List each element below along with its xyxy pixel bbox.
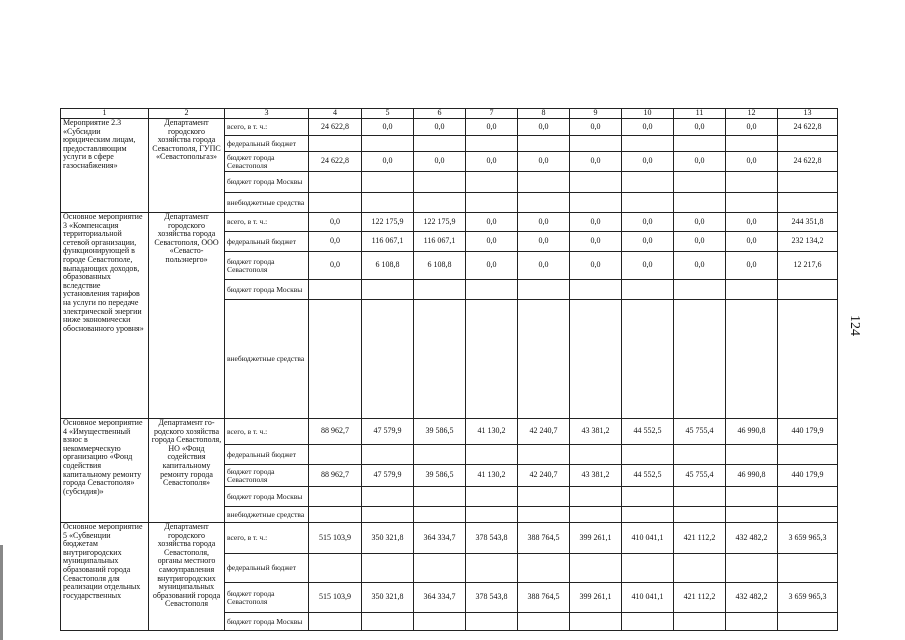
amount-cell [362,193,414,213]
column-header: 11 [674,109,726,119]
amount-cell: 0,0 [674,252,726,280]
amount-cell [414,554,466,583]
column-header: 4 [309,109,362,119]
funding-source: федеральный бюджет [225,554,309,583]
amount-cell [726,136,778,152]
amount-cell [674,193,726,213]
measure-name: Основное мероприятие 3 «Компенсация территориальной сетевой организации, функционирующей в городе Севастополе, выпадающих доходов, образованных вследствие установления тарифов на услуги по передаче электрической энергии ниже экономически обоснованного уровня» [61,213,149,419]
funding-source: всего, в т. ч.: [225,119,309,136]
amount-cell: 24 622,8 [309,152,362,172]
amount-cell [726,554,778,583]
amount-cell [570,280,622,300]
amount-cell [570,445,622,465]
amount-cell [778,507,838,523]
amount-cell: 0,0 [726,119,778,136]
amount-cell: 432 482,2 [726,523,778,554]
amount-cell [362,487,414,507]
amount-cell [466,613,518,631]
column-header: 1 [61,109,149,119]
measure-name: Основное мероприятие 5 «Субвенции бюджетам внутригородских муниципальных образований города Севастополя для реализации отдельных государственных [61,523,149,631]
amount-cell [414,300,466,419]
amount-cell [726,507,778,523]
amount-cell: 0,0 [622,119,674,136]
amount-cell [362,300,414,419]
amount-cell [309,300,362,419]
amount-cell: 399 261,1 [570,583,622,613]
amount-cell: 42 240,7 [518,465,570,487]
amount-cell [518,172,570,193]
scan-edge-mark [0,545,3,640]
amount-cell [726,193,778,213]
amount-cell [362,172,414,193]
amount-cell [622,136,674,152]
funding-source: бюджет города Москвы [225,613,309,631]
amount-cell: 88 962,7 [309,465,362,487]
amount-cell: 0,0 [518,152,570,172]
table-row [61,213,838,232]
amount-cell: 122 175,9 [414,213,466,232]
amount-cell [309,280,362,300]
amount-cell: 0,0 [518,252,570,280]
amount-cell: 45 755,4 [674,465,726,487]
measure-name: Основное мероприятие 4 «Имущественный взнос в некоммерческую организацию «Фонд содействия капитальному ремонту города Севастополя» (субсидия)» [61,419,149,523]
amount-cell [414,172,466,193]
amount-cell [309,613,362,631]
amount-cell [466,136,518,152]
amount-cell [518,193,570,213]
amount-cell [778,136,838,152]
amount-cell [309,507,362,523]
column-header: 2 [149,109,225,119]
amount-cell [570,487,622,507]
amount-cell [518,554,570,583]
amount-cell [570,193,622,213]
budget-table [60,108,838,631]
amount-cell [518,487,570,507]
amount-cell: 0,0 [309,213,362,232]
amount-cell: 0,0 [570,232,622,252]
amount-cell [309,554,362,583]
amount-cell: 0,0 [622,252,674,280]
funding-source: внебюджетные средства [225,193,309,213]
amount-cell [414,507,466,523]
amount-cell [414,445,466,465]
amount-cell: 0,0 [622,152,674,172]
amount-cell: 88 962,7 [309,419,362,445]
table-body [61,119,838,631]
amount-cell: 0,0 [726,213,778,232]
amount-cell: 0,0 [518,213,570,232]
column-header: 13 [778,109,838,119]
amount-cell [622,280,674,300]
column-header: 10 [622,109,674,119]
amount-cell [466,300,518,419]
amount-cell: 45 755,4 [674,419,726,445]
amount-cell: 0,0 [570,152,622,172]
amount-cell: 0,0 [726,152,778,172]
amount-cell: 350 321,8 [362,523,414,554]
amount-cell [674,172,726,193]
amount-cell: 6 108,8 [414,252,466,280]
column-header: 12 [726,109,778,119]
funding-source: федеральный бюджет [225,232,309,252]
amount-cell: 440 179,9 [778,419,838,445]
funding-source: бюджет города Севастополя [225,252,309,280]
amount-cell [622,554,674,583]
amount-cell [778,613,838,631]
amount-cell [778,172,838,193]
amount-cell: 47 579,9 [362,419,414,445]
amount-cell: 378 543,8 [466,583,518,613]
amount-cell [518,445,570,465]
amount-cell [362,445,414,465]
amount-cell [362,613,414,631]
page-number: 124 [847,315,862,336]
executor-name: Департамент городского хозяйства города Севастополя, органы местного самоуправления внутригородских муниципальных образований города Севастополя [149,523,225,631]
executor-name: Департамент го-родского хозяйства города Севастополя, НО «Фонд содействия капитальному ремонту города Севастополя» [149,419,225,523]
amount-cell [466,193,518,213]
amount-cell [674,507,726,523]
amount-cell [466,487,518,507]
funding-source: федеральный бюджет [225,136,309,152]
amount-cell [778,487,838,507]
amount-cell [622,193,674,213]
amount-cell: 378 543,8 [466,523,518,554]
amount-cell: 0,0 [309,252,362,280]
table-row [61,119,838,136]
amount-cell: 0,0 [466,119,518,136]
amount-cell: 364 334,7 [414,583,466,613]
amount-cell [309,172,362,193]
amount-cell: 0,0 [570,252,622,280]
amount-cell: 410 041,1 [622,523,674,554]
column-header: 9 [570,109,622,119]
amount-cell: 0,0 [518,119,570,136]
amount-cell: 0,0 [414,119,466,136]
amount-cell [414,613,466,631]
amount-cell: 0,0 [726,252,778,280]
amount-cell: 12 217,6 [778,252,838,280]
amount-cell [778,554,838,583]
amount-cell: 0,0 [570,213,622,232]
amount-cell [414,136,466,152]
amount-cell: 0,0 [570,119,622,136]
amount-cell [778,445,838,465]
amount-cell: 0,0 [414,152,466,172]
amount-cell: 116 067,1 [414,232,466,252]
amount-cell [674,136,726,152]
amount-cell: 0,0 [726,232,778,252]
amount-cell: 0,0 [466,232,518,252]
amount-cell: 515 103,9 [309,523,362,554]
amount-cell: 3 659 965,3 [778,523,838,554]
amount-cell [726,300,778,419]
amount-cell [466,554,518,583]
amount-cell: 3 659 965,3 [778,583,838,613]
amount-cell: 24 622,8 [778,119,838,136]
amount-cell: 440 179,9 [778,465,838,487]
funding-source: всего, в т. ч.: [225,419,309,445]
amount-cell [674,280,726,300]
amount-cell: 350 321,8 [362,583,414,613]
amount-cell: 44 552,5 [622,465,674,487]
funding-source: всего, в т. ч.: [225,523,309,554]
column-header: 6 [414,109,466,119]
amount-cell [466,172,518,193]
amount-cell [570,613,622,631]
funding-source: бюджет города Москвы [225,487,309,507]
amount-cell [622,445,674,465]
funding-source: федеральный бюджет [225,445,309,465]
column-header: 8 [518,109,570,119]
amount-cell: 364 334,7 [414,523,466,554]
amount-cell: 46 990,8 [726,465,778,487]
funding-source: бюджет города Москвы [225,172,309,193]
amount-cell [726,613,778,631]
funding-source: бюджет города Севастополя [225,465,309,487]
amount-cell [518,280,570,300]
amount-cell [726,280,778,300]
amount-cell [622,300,674,419]
amount-cell: 44 552,5 [622,419,674,445]
funding-source: бюджет города Севастополя [225,583,309,613]
amount-cell [674,554,726,583]
amount-cell: 122 175,9 [362,213,414,232]
amount-cell: 0,0 [674,152,726,172]
amount-cell [362,507,414,523]
table-row [61,419,838,445]
amount-cell: 421 112,2 [674,583,726,613]
amount-cell [570,172,622,193]
amount-cell [674,487,726,507]
amount-cell [414,280,466,300]
amount-cell [466,280,518,300]
amount-cell [570,507,622,523]
amount-cell: 0,0 [466,252,518,280]
amount-cell: 43 381,2 [570,465,622,487]
amount-cell [622,507,674,523]
executor-name: Департамент городского хозяйства города Севастополя, ГУПС «Севастопольгаз» [149,119,225,213]
amount-cell [570,136,622,152]
column-header: 3 [225,109,309,119]
amount-cell: 0,0 [674,119,726,136]
amount-cell [726,487,778,507]
amount-cell [466,507,518,523]
amount-cell: 0,0 [674,213,726,232]
amount-cell: 42 240,7 [518,419,570,445]
column-header: 7 [466,109,518,119]
amount-cell: 0,0 [309,232,362,252]
table-row [61,523,838,554]
amount-cell: 24 622,8 [309,119,362,136]
amount-cell: 0,0 [622,232,674,252]
amount-cell [362,280,414,300]
funding-source: бюджет города Москвы [225,280,309,300]
funding-source: бюджет города Севастополя [225,152,309,172]
amount-cell [414,487,466,507]
amount-cell: 0,0 [466,152,518,172]
amount-cell: 0,0 [362,152,414,172]
amount-cell: 116 067,1 [362,232,414,252]
amount-cell [570,300,622,419]
amount-cell: 515 103,9 [309,583,362,613]
amount-cell [674,613,726,631]
amount-cell: 421 112,2 [674,523,726,554]
amount-cell [622,613,674,631]
amount-cell [570,554,622,583]
amount-cell [622,172,674,193]
amount-cell: 232 134,2 [778,232,838,252]
amount-cell: 6 108,8 [362,252,414,280]
amount-cell: 47 579,9 [362,465,414,487]
amount-cell: 244 351,8 [778,213,838,232]
funding-source: всего, в т. ч.: [225,213,309,232]
amount-cell [414,193,466,213]
amount-cell [518,300,570,419]
amount-cell: 24 622,8 [778,152,838,172]
amount-cell: 39 586,5 [414,419,466,445]
amount-cell [309,445,362,465]
amount-cell: 0,0 [362,119,414,136]
measure-name: Мероприятие 2.3 «Субсидии юридическим лицам, предоставляющим услуги в сфере газоснабжения» [61,119,149,213]
header-row [61,109,838,119]
amount-cell: 410 041,1 [622,583,674,613]
amount-cell: 43 381,2 [570,419,622,445]
funding-source: внебюджетные средства [225,507,309,523]
amount-cell [726,445,778,465]
amount-cell [726,172,778,193]
amount-cell: 46 990,8 [726,419,778,445]
amount-cell: 0,0 [518,232,570,252]
amount-cell: 399 261,1 [570,523,622,554]
amount-cell [622,487,674,507]
column-header: 5 [362,109,414,119]
amount-cell: 41 130,2 [466,419,518,445]
amount-cell: 0,0 [622,213,674,232]
amount-cell [362,554,414,583]
amount-cell [518,136,570,152]
funding-source: внебюджетные средства [225,300,309,419]
amount-cell [362,136,414,152]
amount-cell: 388 764,5 [518,583,570,613]
amount-cell: 0,0 [466,213,518,232]
amount-cell: 39 586,5 [414,465,466,487]
amount-cell [518,507,570,523]
executor-name: Департамент городского хозяйства города Севастополя, ООО «Севасто-польэнерго» [149,213,225,419]
amount-cell [309,193,362,213]
amount-cell: 41 130,2 [466,465,518,487]
amount-cell [309,136,362,152]
amount-cell [778,300,838,419]
amount-cell [674,445,726,465]
amount-cell [778,193,838,213]
amount-cell [778,280,838,300]
amount-cell: 432 482,2 [726,583,778,613]
amount-cell [466,445,518,465]
amount-cell: 0,0 [674,232,726,252]
amount-cell [518,613,570,631]
amount-cell: 388 764,5 [518,523,570,554]
amount-cell [309,487,362,507]
amount-cell [674,300,726,419]
